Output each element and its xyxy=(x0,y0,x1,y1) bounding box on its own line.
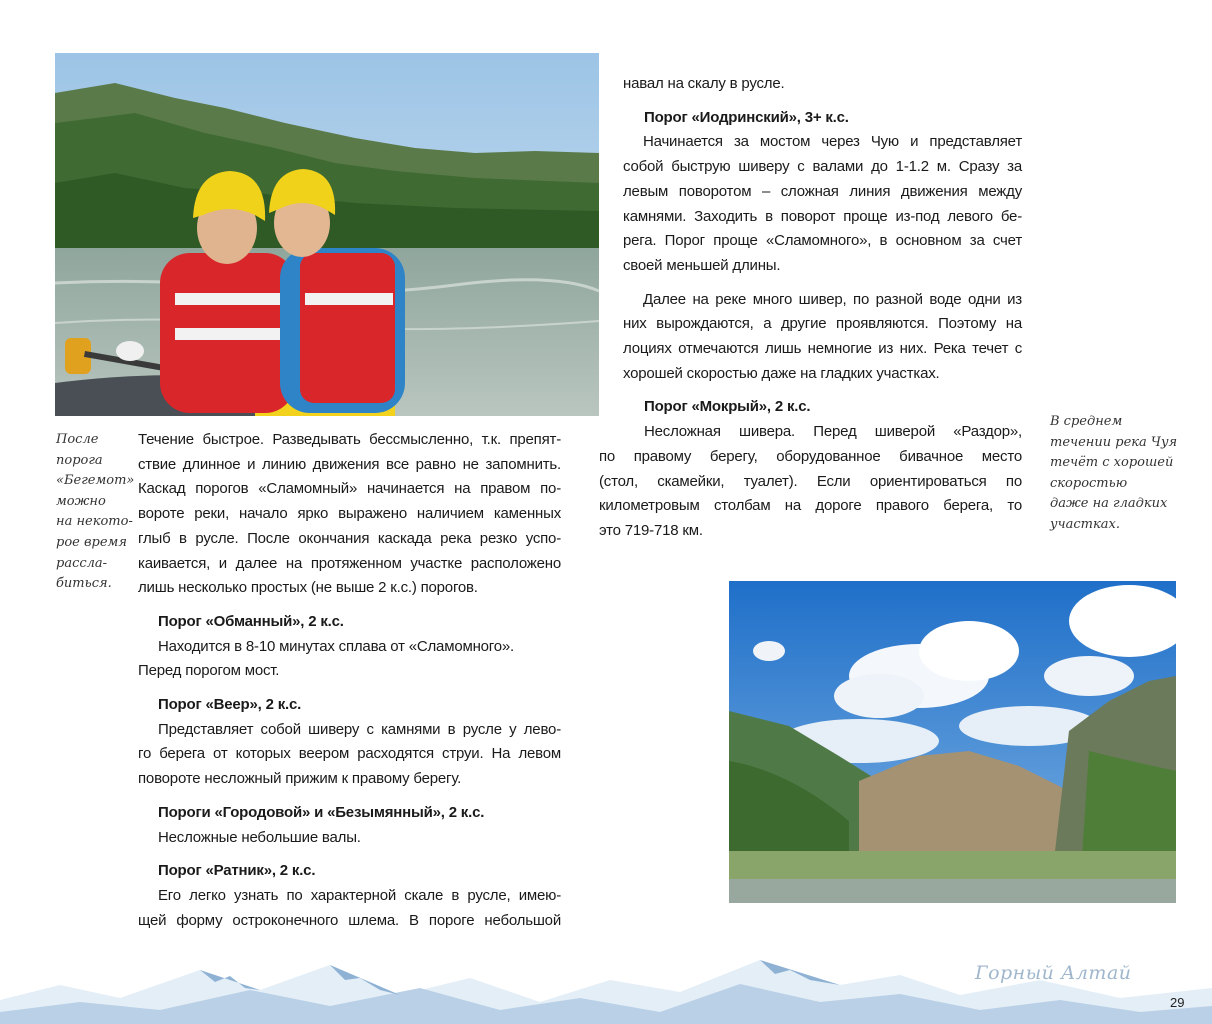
mountains-photo-art xyxy=(729,581,1176,903)
caption-line: порога xyxy=(56,452,103,468)
text-line: хорошей скоростью даже на гладких участках. xyxy=(623,364,940,382)
text-line: по правому берегу, оборудованное бивачное место xyxy=(599,447,1022,465)
text-line: ствие длинное и линию движения все равно не запомнить. xyxy=(138,455,561,473)
text-line: Несложные небольшие валы. xyxy=(158,828,361,846)
page-number: 29 xyxy=(1170,995,1185,1010)
caption-line: «Бегемот» xyxy=(56,473,135,489)
text-line: лишь несколько простых (не выше 2 к.с.) порогов. xyxy=(138,579,478,597)
text-line: Представляет собой шиверу с камнями в русле у лево- xyxy=(158,720,561,738)
text-line: них вырождаются, а другие проявляются. Поэтому на xyxy=(623,315,1022,333)
text-line: каивается, и далее на протяженном участке расположено xyxy=(138,554,561,572)
caption-line: течёт с хорошей xyxy=(1050,455,1174,471)
text-line: рега. Порог проще «Сламомного», в основном за счет xyxy=(623,232,1022,250)
rafters-photo xyxy=(55,53,599,416)
caption-line: течении река Чуя xyxy=(1050,434,1178,450)
rafters-photo-art xyxy=(55,53,599,416)
text-line: вороте реки, начало ярко выражено наличием каменных xyxy=(138,505,561,523)
text-line: глыб в русле. После окончания каскада река резко успо- xyxy=(138,529,561,547)
left-text-column xyxy=(138,428,561,933)
rapid-heading-gorodovoy: Пороги «Городовой» и «Безымянный», 2 к.с. xyxy=(158,803,485,821)
text-line: Его легко узнать по характерной скале в русле, имею- xyxy=(158,886,561,904)
text-line: Перед порогом мост. xyxy=(138,662,280,680)
rapid-heading-obmanny: Порог «Обманный», 2 к.с. xyxy=(158,612,344,630)
text-line: камнями. Заходить в поворот проще из-под левого бе- xyxy=(623,207,1022,225)
rapid-heading-mokry: Порог «Мокрый», 2 к.с. xyxy=(644,398,811,416)
right-text-column xyxy=(599,72,1022,544)
caption-line: на некото- xyxy=(56,514,133,530)
caption-line: рассла- xyxy=(56,555,108,571)
caption-line: даже на гладких xyxy=(1050,496,1168,512)
caption-line: рое время xyxy=(56,534,127,550)
rapid-heading-veer: Порог «Веер», 2 к.с. xyxy=(158,696,302,714)
text-line: километровым столбам на дороге правого берега, то xyxy=(599,497,1022,515)
text-line: повороте несложный прижим к правому берегу. xyxy=(138,770,462,788)
text-line: Каскад порогов «Сламомный» начинается на правом по- xyxy=(138,480,561,498)
caption-line: можно xyxy=(56,493,106,509)
caption-line: скоростью xyxy=(1050,475,1128,491)
text-line: это 719-718 км. xyxy=(599,521,703,539)
caption-line: участках. xyxy=(1050,516,1120,532)
mountains-photo xyxy=(729,581,1176,903)
text-line: Далее на реке много шивер, по разной воде одни из xyxy=(643,290,1022,308)
text-line: лоциях отмечаются лишь немногие из них. Река течет с xyxy=(623,340,1022,358)
text-line: Находится в 8-10 минутах сплава от «Сламомного». xyxy=(158,637,514,655)
text-line: Течение быстрое. Разведывать бессмысленно, т.к. препят- xyxy=(138,431,561,448)
caption-line: После xyxy=(56,432,99,447)
caption-line: В среднем xyxy=(1050,414,1123,429)
text-line: собой быструю шиверу с валами до 1-1.2 м. Сразу за xyxy=(623,158,1022,176)
text-line: своей меньшей длины. xyxy=(623,256,781,274)
text-line: левым поворотом – сложная линия движения между xyxy=(623,182,1022,200)
text-line: навал на скалу в русле. xyxy=(623,75,785,92)
rapid-heading-iodrinsky: Порог «Иодринский», 3+ к.с. xyxy=(644,108,849,126)
brand-wordmark: Горный Алтай xyxy=(975,962,1132,984)
rapid-heading-ratnik: Порог «Ратник», 2 к.с. xyxy=(158,862,316,880)
left-photo-caption xyxy=(56,430,136,595)
caption-line: биться. xyxy=(56,576,112,592)
text-line: Несложная шивера. Перед шиверой «Раздор», xyxy=(644,423,1022,441)
text-line: Начинается за мостом через Чую и представляет xyxy=(643,133,1022,151)
text-line: го берега от которых веером расходятся струи. На левом xyxy=(138,745,561,763)
text-line: щей форму остроконечного шлема. В пороге небольшой xyxy=(138,911,561,929)
right-margin-caption xyxy=(1050,412,1200,536)
text-line: (стол, скамейки, туалет). Если ориентироваться по xyxy=(599,472,1022,490)
